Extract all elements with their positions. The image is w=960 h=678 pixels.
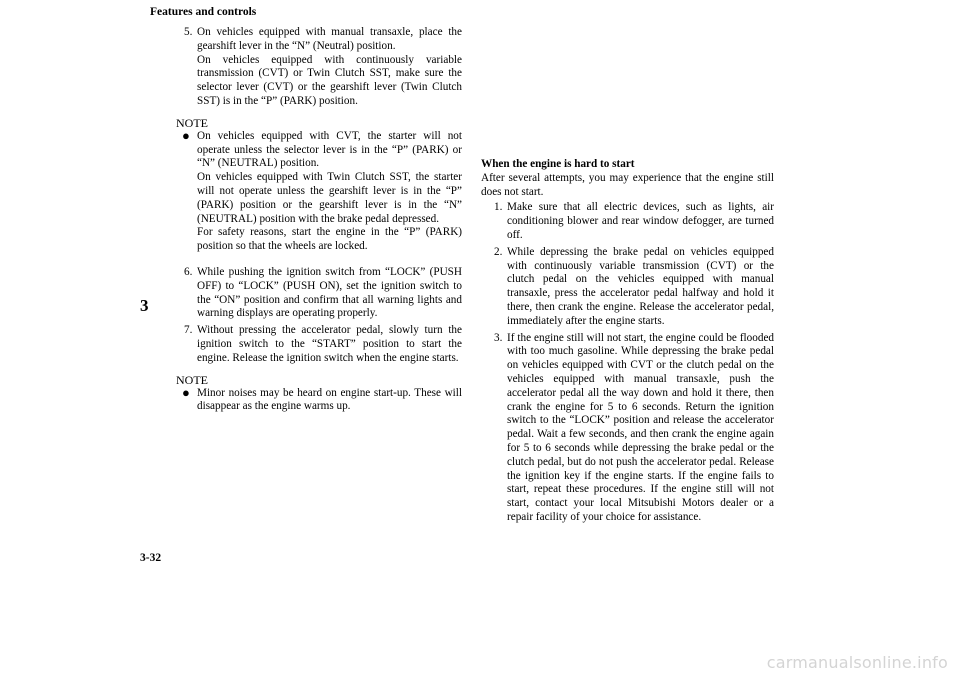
section-heading: When the engine is hard to start (481, 158, 635, 170)
step-7 (179, 324, 462, 365)
step-number: 2. (494, 245, 503, 258)
left-column (176, 26, 462, 414)
step-number: 5. (184, 26, 193, 38)
step-5 (179, 26, 462, 109)
step-6 (179, 266, 462, 321)
note-text: On vehicles equipped with CVT, the starter will not operate unless the selector lever is in the “P” (PARK) or “N” (NEUTRAL) position. (197, 129, 462, 170)
step-text: On vehicles equipped with continuously variable transmission (CVT) or Twin Clutch SST, make sure the selector lever (CVT) or the gearshift lever (Twin Clutch SST) is in the “P” (PARK) position. (197, 53, 462, 107)
hard-start-step-1 (481, 201, 774, 242)
step-number: 1. (494, 201, 503, 214)
step-text: While depressing the brake pedal on vehicles equipped with continuously variable transmission (CVT) or the clutch pedal on the vehicles equipped with manual transaxle, press the accelerator pedal halfway and hold it there, then crank the engine. Release the accelerator pedal, immediately after the engine starts. (507, 245, 774, 327)
page-number: 3-32 (140, 552, 162, 564)
step-number: 6. (184, 265, 193, 278)
step-number: 3. (494, 331, 503, 344)
intro-text: After several attempts, you may experience that the engine still does not start. (481, 171, 774, 198)
note-text: For safety reasons, start the engine in the “P” (PARK) position so that the wheels are locked. (197, 226, 462, 253)
note-text: On vehicles equipped with Twin Clutch SST, the starter will not operate unless the gearshift lever is in the “P” (PARK) position or the gearshift lever is in the “N” (NEUTRAL) position with the brake pedal depressed. (197, 171, 462, 225)
step-text: Make sure that all electric devices, such as lights, air conditioning blower and rear window defogger, are turned off. (507, 201, 774, 241)
step-text: On vehicles equipped with manual transaxle, place the gearshift lever in the “N” (Neutral) position. (197, 26, 462, 52)
note-item (179, 127, 462, 254)
hard-start-step-3 (481, 332, 774, 525)
note-item (179, 384, 462, 415)
bullet-icon: ● (182, 384, 190, 400)
note-text: Minor noises may be heard on engine start-up. These will disappear as the engine warms up. (197, 386, 462, 413)
section-header: Features and controls (150, 6, 257, 18)
step-number: 7. (184, 324, 193, 337)
step-text: If the engine still will not start, the engine could be flooded with too much gasoline. While depressing the brake pedal on vehicles equipped with CVT or the clutch pedal on the vehicles equipped with manual transaxle, push the accelerator pedal all the way down and hold it there, then crank the engine for 5 to 6 seconds. Return the ignition switch to the “LOCK” position and release the accelerator pedal. Wait a few seconds, and then crank the engine again for 5 to 6 seconds while depressing the brake pedal or the clutch pedal, but do not push the accelerator pedal. Release the ignition key if the engine starts. If the engine fails to start, repeat these procedures. If the engine still will not start, contact your local Mitsubishi Motors dealer or a repair facility of your choice for assistance. (507, 331, 774, 523)
hard-start-step-2 (481, 246, 774, 329)
step-text: While pushing the ignition switch from “LOCK” (PUSH OFF) to “LOCK” (PUSH ON), set the ignition switch to the “ON” position and confirm that all warning lights and warning displays are operating properly. (197, 265, 462, 320)
note-label: NOTE (176, 372, 208, 387)
step-text: Without pressing the accelerator pedal, slowly turn the ignition switch to the “START” position to start the engine. Release the ignition switch when the engine starts. (197, 324, 462, 364)
bullet-icon: ● (182, 127, 190, 143)
watermark-link[interactable]: carmanualsonline.info (766, 653, 948, 672)
chapter-number: 3 (140, 296, 149, 315)
right-column (481, 158, 774, 525)
note-label: NOTE (176, 115, 208, 130)
